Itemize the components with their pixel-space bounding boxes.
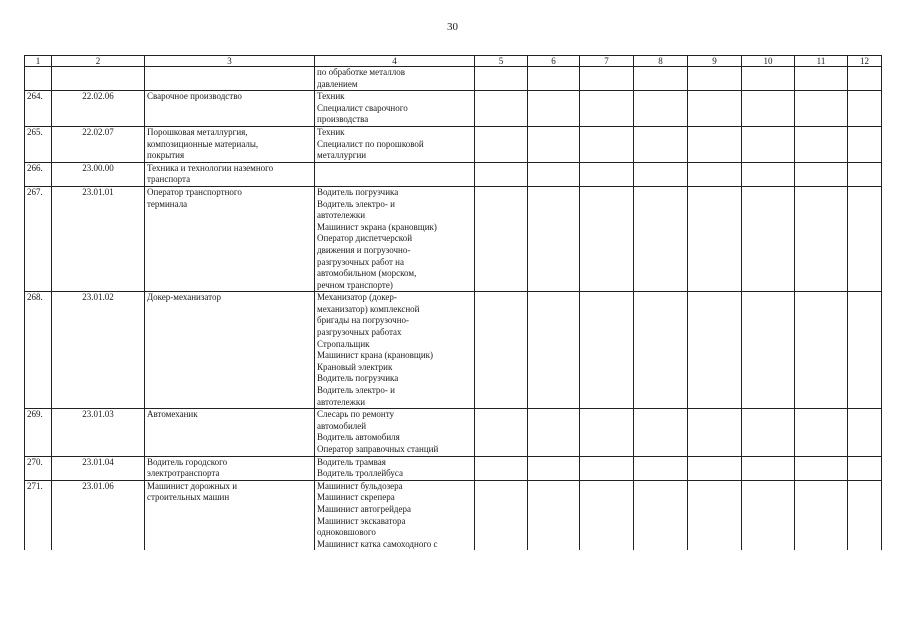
specialty-name-line: строительных машин	[147, 492, 230, 503]
row-number-cell: 270.	[25, 456, 52, 480]
empty-cell	[688, 186, 742, 291]
empty-cell	[580, 91, 634, 127]
qualification-line: автомобильном (морском,	[317, 268, 417, 279]
specialty-code-cell: 22.02.07	[52, 126, 145, 162]
empty-cell	[580, 292, 634, 409]
row-number-cell: 264.	[25, 91, 52, 127]
column-header: 11	[795, 56, 848, 67]
row-number-cell: 266.	[25, 162, 52, 186]
specialty-name-line: Автомеханик	[147, 409, 198, 420]
specialty-name-cell	[145, 186, 315, 291]
empty-cell	[795, 162, 848, 186]
empty-cell	[795, 67, 848, 91]
specialty-name-line: Оператор транспортного	[147, 186, 242, 197]
empty-cell	[475, 67, 528, 91]
empty-cell	[688, 409, 742, 456]
qualification-cell	[315, 91, 475, 127]
empty-cell	[848, 409, 882, 456]
empty-cell	[742, 292, 795, 409]
specialty-name-line: Сварочное производство	[147, 91, 242, 102]
empty-cell	[475, 126, 528, 162]
column-header: 5	[475, 56, 528, 67]
empty-cell	[634, 292, 688, 409]
qualification-line: Водитель электро- и	[317, 385, 395, 396]
qualification-line: движения и погрузочно-	[317, 244, 411, 255]
qualification-line: Водитель трамвая	[317, 456, 386, 467]
column-header: 12	[848, 56, 882, 67]
empty-cell	[528, 456, 580, 480]
specialty-code-cell: 23.01.04	[52, 456, 145, 480]
qualification-cell	[315, 126, 475, 162]
row-number-cell	[25, 67, 52, 91]
qualification-cell	[315, 480, 475, 550]
qualification-line: Водитель погрузчика	[317, 186, 399, 197]
empty-cell	[528, 409, 580, 456]
specialty-name-line: Порошковая металлургия,	[147, 126, 248, 137]
qualification-line: Оператор заправочных станций	[317, 444, 439, 454]
qualification-line: Водитель автомобиля	[317, 432, 400, 443]
empty-cell	[528, 186, 580, 291]
empty-cell	[634, 456, 688, 480]
empty-cell	[742, 409, 795, 456]
empty-cell	[528, 480, 580, 550]
empty-cell	[795, 186, 848, 291]
specialty-name-line: покрытия	[147, 150, 185, 161]
empty-cell	[528, 126, 580, 162]
empty-cell	[634, 126, 688, 162]
qualification-line: Машинист скрепера	[317, 492, 395, 503]
qualification-line: Водитель троллейбуса	[317, 468, 403, 479]
empty-cell	[848, 480, 882, 550]
qualification-line: Слесарь по ремонту	[317, 409, 395, 420]
table-row	[25, 186, 882, 291]
empty-cell	[848, 67, 882, 91]
table-row	[25, 292, 882, 409]
qualification-line: Машинист экскаватора	[317, 515, 406, 526]
empty-cell	[580, 126, 634, 162]
row-number-cell: 271.	[25, 480, 52, 550]
empty-cell	[528, 91, 580, 127]
empty-cell	[634, 162, 688, 186]
empty-cell	[848, 162, 882, 186]
specialty-code-cell: 23.01.06	[52, 480, 145, 550]
empty-cell	[795, 91, 848, 127]
empty-cell	[795, 480, 848, 550]
column-header: 10	[742, 56, 795, 67]
empty-cell	[795, 126, 848, 162]
empty-cell	[475, 409, 528, 456]
empty-cell	[688, 456, 742, 480]
qualification-line: Водитель погрузчика	[317, 373, 399, 384]
qualification-line: автотележки	[317, 210, 366, 221]
qualification-line: Механизатор (докер-	[317, 292, 397, 303]
qualification-cell	[315, 456, 475, 480]
table-row	[25, 456, 882, 480]
specialty-code-cell: 22.02.06	[52, 91, 145, 127]
row-number-cell: 267.	[25, 186, 52, 291]
empty-cell	[580, 409, 634, 456]
specialty-code-cell: 23.00.00	[52, 162, 145, 186]
qualification-line: бригады на погрузочно-	[317, 315, 410, 326]
empty-cell	[795, 456, 848, 480]
qualification-line: Техник	[317, 91, 345, 102]
qualification-line: разгрузочных работах	[317, 327, 402, 338]
specialty-name-line: терминала	[147, 198, 188, 209]
qualification-line: металлургии	[317, 150, 367, 161]
qualification-line: речном транспорте)	[317, 279, 393, 290]
table-row	[25, 162, 882, 186]
specialties-table	[24, 55, 882, 550]
empty-cell	[475, 456, 528, 480]
qualification-line: разгрузочных работ на	[317, 256, 404, 267]
table-row	[25, 67, 882, 91]
empty-cell	[634, 409, 688, 456]
empty-cell	[580, 480, 634, 550]
specialty-name-line: транспорта	[147, 174, 191, 185]
empty-cell	[848, 91, 882, 127]
empty-cell	[634, 91, 688, 127]
empty-cell	[528, 162, 580, 186]
qualification-line: автотележки	[317, 396, 366, 407]
empty-cell	[634, 480, 688, 550]
specialty-name-line: Техника и технологии наземного	[147, 162, 274, 173]
qualification-cell	[315, 186, 475, 291]
empty-cell	[688, 91, 742, 127]
specialty-name-cell	[145, 409, 315, 456]
table-row	[25, 480, 882, 550]
empty-cell	[688, 480, 742, 550]
empty-cell	[688, 292, 742, 409]
empty-cell	[742, 126, 795, 162]
specialty-name-line: Водитель городского	[147, 456, 228, 467]
empty-cell	[580, 67, 634, 91]
qualification-line: Специалист по порошковой	[317, 138, 424, 149]
table-row	[25, 91, 882, 127]
specialty-name-cell	[145, 480, 315, 550]
empty-cell	[475, 480, 528, 550]
empty-cell	[688, 162, 742, 186]
empty-cell	[688, 126, 742, 162]
column-header: 2	[52, 56, 145, 67]
qualification-line: производства	[317, 114, 369, 125]
qualification-line: одноковшового	[317, 527, 376, 538]
qualification-line: давлением	[317, 78, 358, 89]
specialty-name-line: электротранспорта	[147, 468, 220, 479]
table-row	[25, 409, 882, 456]
empty-cell	[742, 186, 795, 291]
column-header: 9	[688, 56, 742, 67]
empty-cell	[795, 409, 848, 456]
empty-cell	[528, 292, 580, 409]
column-header: 7	[580, 56, 634, 67]
qualification-cell	[315, 409, 475, 456]
empty-cell	[528, 67, 580, 91]
column-header: 8	[634, 56, 688, 67]
column-header: 3	[145, 56, 315, 67]
empty-cell	[848, 456, 882, 480]
specialty-name-cell	[145, 67, 315, 91]
empty-cell	[634, 186, 688, 291]
qualification-line: Машинист автогрейдера	[317, 503, 411, 514]
empty-cell	[848, 186, 882, 291]
page-number: 30	[447, 21, 458, 33]
empty-cell	[475, 186, 528, 291]
qualification-cell	[315, 162, 475, 186]
empty-cell	[742, 456, 795, 480]
qualification-line: Машинист катка самоходного с	[317, 538, 438, 549]
empty-cell	[580, 186, 634, 291]
specialty-name-cell	[145, 456, 315, 480]
empty-cell	[475, 292, 528, 409]
qualification-line: Водитель электро- и	[317, 198, 395, 209]
empty-cell	[848, 292, 882, 409]
specialty-name-cell	[145, 91, 315, 127]
column-header: 4	[315, 56, 475, 67]
column-header: 6	[528, 56, 580, 67]
empty-cell	[742, 480, 795, 550]
qualification-line: Машинист бульдозера	[317, 480, 403, 491]
qualification-line: Техник	[317, 126, 345, 137]
empty-cell	[742, 91, 795, 127]
specialty-code-cell: 23.01.02	[52, 292, 145, 409]
specialty-name-cell	[145, 126, 315, 162]
empty-cell	[634, 67, 688, 91]
qualification-line: Стропальщик	[317, 338, 370, 349]
qualification-line: Крановый электрик	[317, 361, 393, 372]
qualification-line: механизатор) комплексной	[317, 303, 420, 314]
empty-cell	[795, 292, 848, 409]
qualification-line: Оператор диспетчерской	[317, 233, 413, 244]
empty-cell	[580, 456, 634, 480]
specialty-code-cell: 23.01.03	[52, 409, 145, 456]
empty-cell	[580, 162, 634, 186]
table-row	[25, 126, 882, 162]
specialty-name-cell	[145, 162, 315, 186]
qualification-line: Специалист сварочного	[317, 102, 408, 113]
empty-cell	[475, 91, 528, 127]
row-number-cell: 269.	[25, 409, 52, 456]
qualification-line: Машинист экрана (крановщик)	[317, 221, 437, 232]
specialty-name-cell	[145, 292, 315, 409]
specialty-name-line: композиционные материалы,	[147, 138, 259, 149]
qualification-cell	[315, 292, 475, 409]
specialty-name-line: Докер-механизатор	[147, 292, 221, 303]
specialty-name-line: Машинист дорожных и	[147, 480, 238, 491]
qualification-line: автомобилей	[317, 420, 367, 431]
qualification-line: по обработке металлов	[317, 67, 405, 77]
empty-cell	[848, 126, 882, 162]
specialty-code-cell	[52, 67, 145, 91]
empty-cell	[742, 67, 795, 91]
row-number-cell: 265.	[25, 126, 52, 162]
qualification-cell	[315, 67, 475, 91]
empty-cell	[742, 162, 795, 186]
header-row	[25, 56, 882, 67]
empty-cell	[688, 67, 742, 91]
row-number-cell: 268.	[25, 292, 52, 409]
empty-cell	[475, 162, 528, 186]
qualification-line: Машинист крана (крановщик)	[317, 350, 434, 361]
column-header: 1	[25, 56, 52, 67]
specialty-code-cell: 23.01.01	[52, 186, 145, 291]
